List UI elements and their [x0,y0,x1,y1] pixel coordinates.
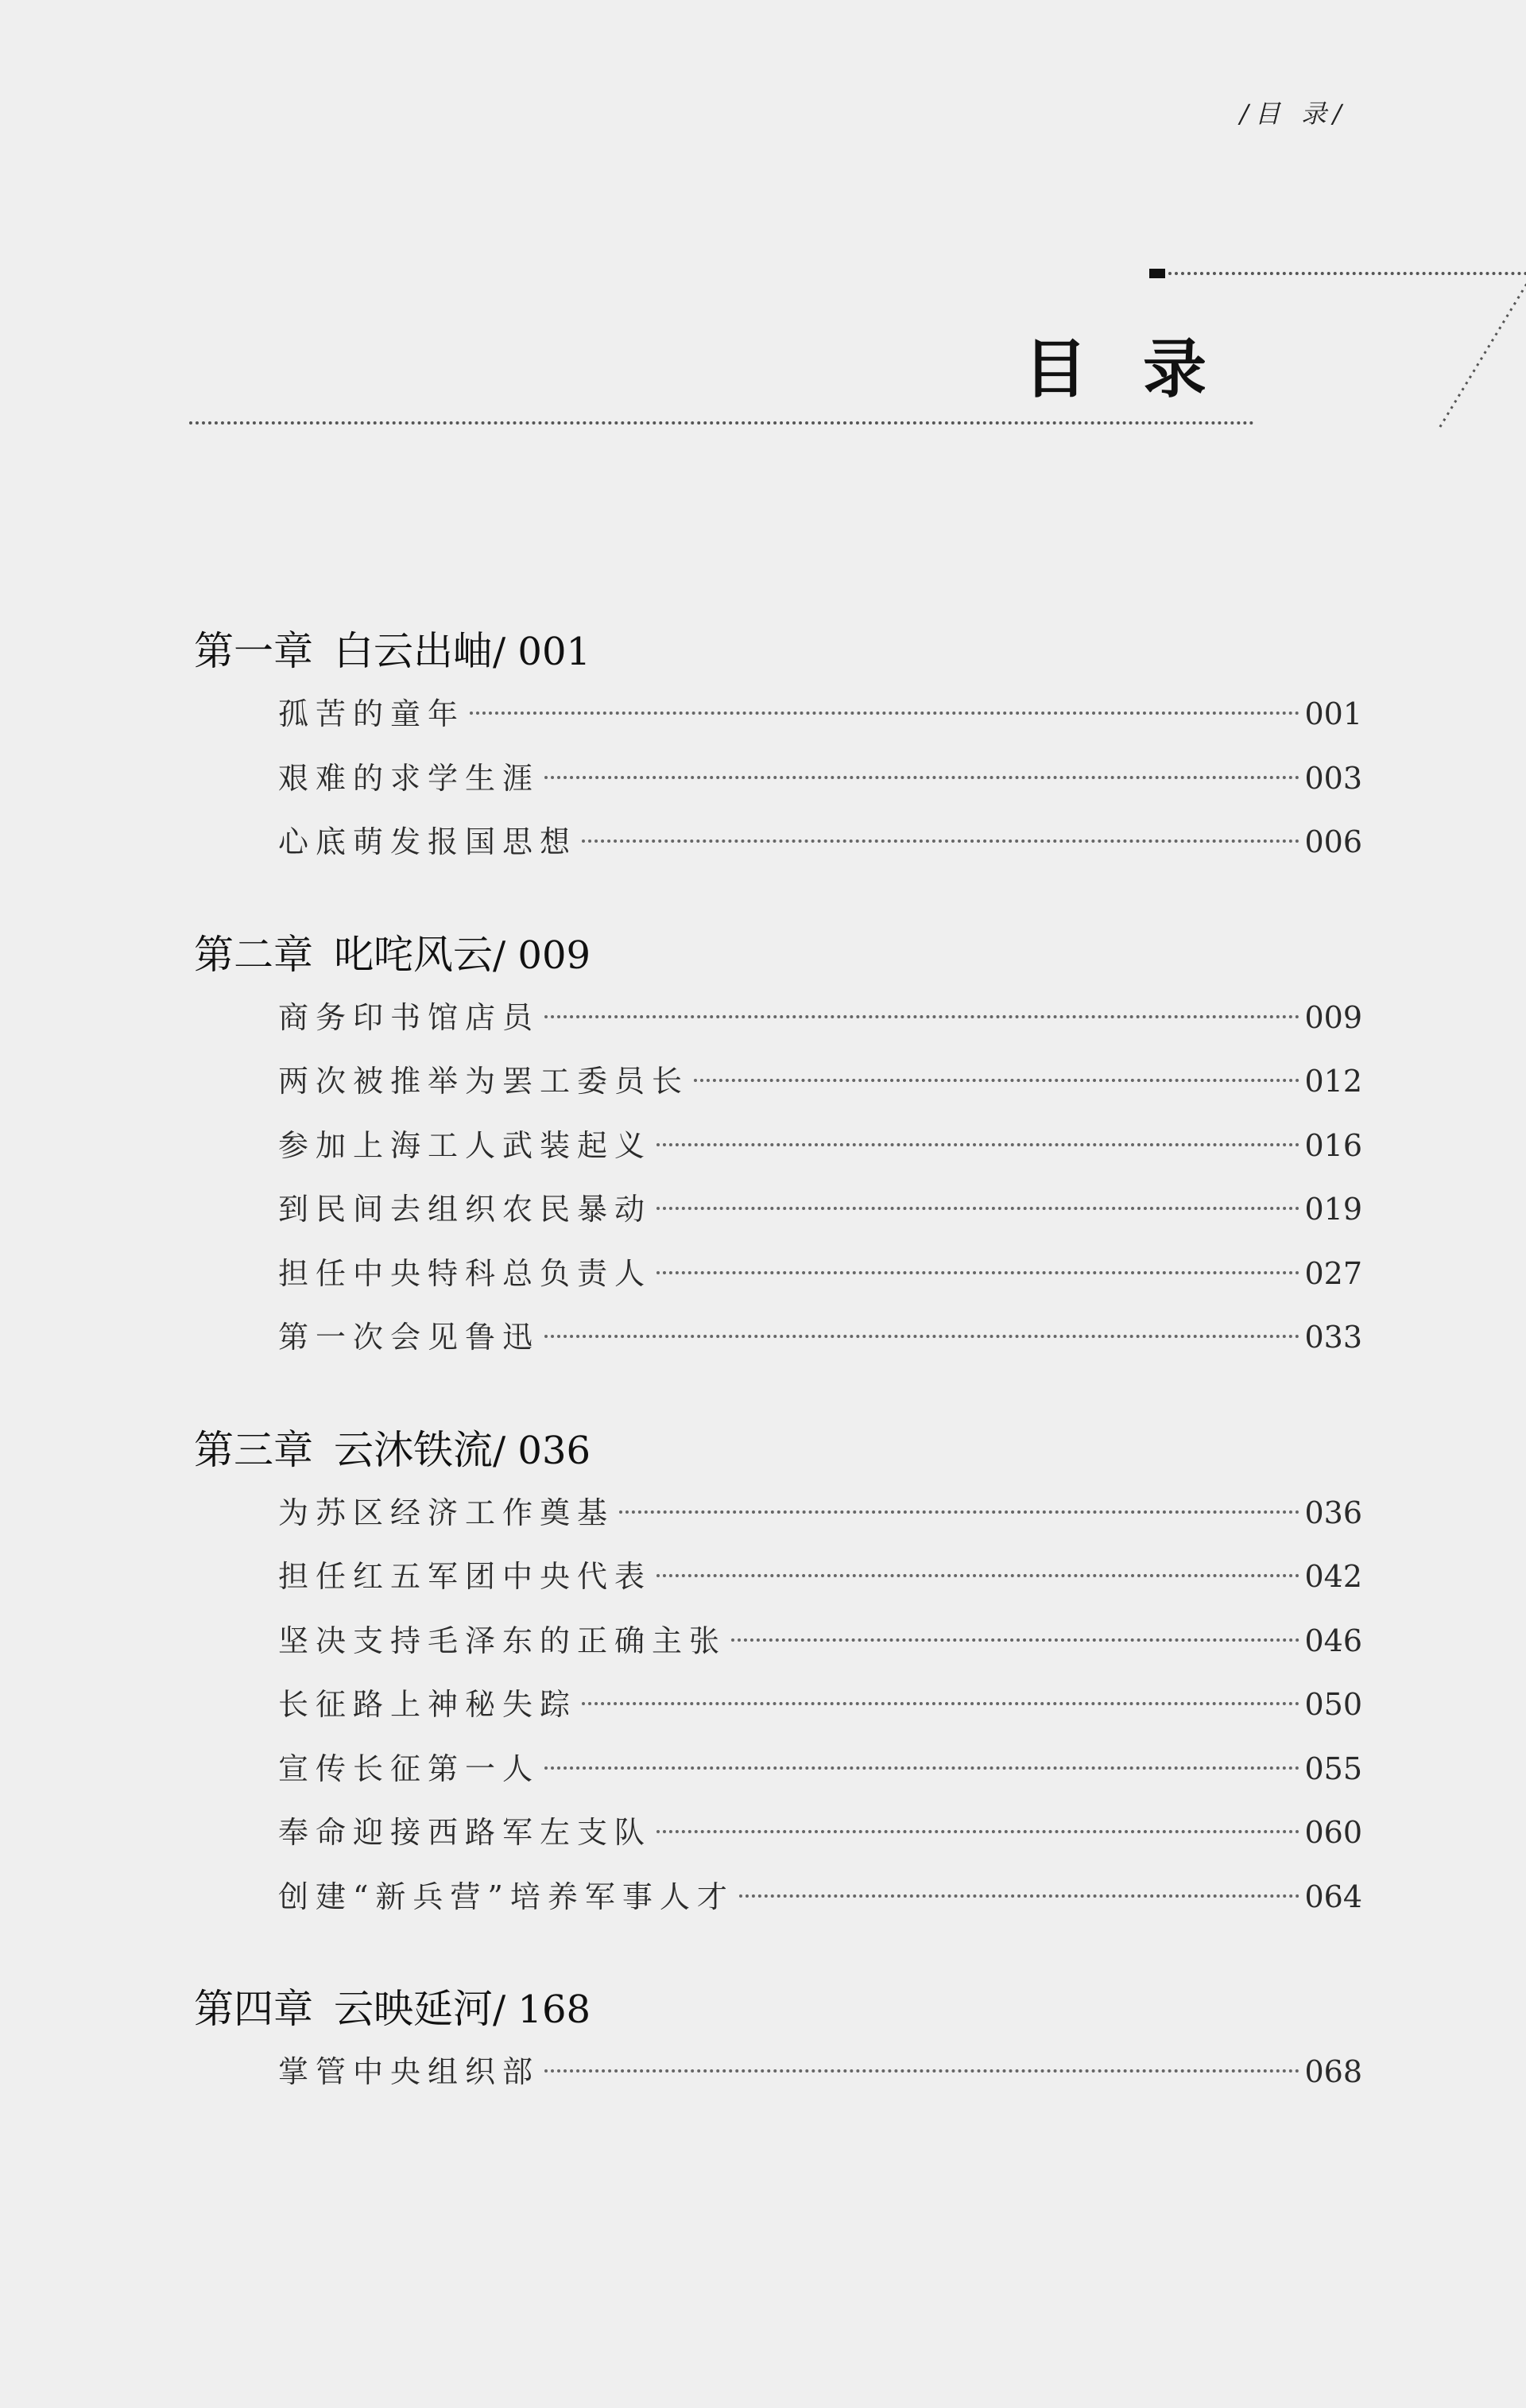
toc-entry[interactable] [278,1737,1362,1801]
running-head: /目 录/ [1240,99,1348,129]
entry-title: 掌管中央组织部 [278,2054,540,2089]
entry-page: 064 [1304,1879,1362,1914]
dot-leader [656,1143,1299,1146]
dot-leader [656,1207,1299,1210]
dot-leader [544,776,1299,779]
toc-entry[interactable] [278,1177,1362,1242]
chapter-heading[interactable] [194,1419,1362,1481]
dot-leader [656,1574,1299,1577]
dot-leader [731,1638,1299,1642]
title-ornament-square [1149,269,1165,278]
dot-leader [544,1015,1299,1018]
chapter-name: 叱咤风云 [334,931,493,978]
entry-page: 033 [1304,1320,1362,1355]
toc-entry[interactable] [278,746,1362,811]
chapter-heading[interactable] [194,620,1362,682]
entry-title: 心底萌发报国思想 [278,824,578,859]
title-dotted-diagonal [1437,272,1526,431]
toc-entry[interactable] [278,810,1362,874]
entry-page: 003 [1304,760,1362,796]
entry-page: 068 [1304,2054,1362,2089]
entry-title: 艰难的求学生涯 [278,760,540,796]
chapter-page: / 168 [493,1987,591,2032]
toc-entry[interactable] [278,1049,1362,1114]
toc-entry[interactable] [278,986,1362,1050]
chapter-page: / 001 [493,630,591,674]
entry-title: 宣传长征第一人 [278,1751,540,1786]
dot-leader [619,1510,1299,1514]
toc-entry[interactable] [278,1801,1362,1865]
dot-leader [544,1766,1299,1770]
dot-leader [470,712,1299,715]
entry-page: 036 [1304,1495,1362,1530]
entry-title: 为苏区经济工作奠基 [278,1495,615,1530]
dot-leader [582,840,1299,843]
chapter-page: / 036 [493,1428,591,1473]
dot-leader [544,2069,1299,2073]
toc-entry[interactable] [278,1305,1362,1370]
entry-title: 商务印书馆店员 [278,999,540,1035]
toc-entry[interactable] [278,1673,1362,1737]
chapter-name: 白云出岫 [334,628,493,674]
chapter-number: 第二章 [194,931,313,978]
chapter-1 [194,620,1362,874]
entry-title: 创建“新兵营”培养军事人才 [278,1879,734,1914]
entry-title: 到民间去组织农民暴动 [278,1192,653,1227]
chapter-number: 第三章 [194,1426,313,1473]
toc-entry[interactable] [278,1609,1362,1673]
toc-entry[interactable] [278,682,1362,746]
table-of-contents [194,620,1362,2154]
chapter-heading[interactable] [194,924,1362,986]
toc-entry[interactable] [278,2040,1362,2104]
entry-title: 长征路上神秘失踪 [278,1687,578,1722]
dot-leader [694,1079,1299,1082]
dot-leader [739,1894,1300,1898]
toc-entry[interactable] [278,1242,1362,1306]
entry-page: 009 [1304,999,1362,1035]
entry-page: 016 [1304,1127,1362,1163]
chapter-2 [194,924,1362,1370]
entry-page: 042 [1304,1559,1362,1594]
entry-page: 001 [1304,696,1362,731]
toc-entry[interactable] [278,1865,1362,1929]
entry-page: 019 [1304,1192,1362,1227]
entry-page: 027 [1304,1255,1362,1291]
entry-page: 046 [1304,1623,1362,1658]
entry-title: 担任中央特科总负责人 [278,1255,653,1291]
entry-title: 两次被推举为罢工委员长 [278,1064,690,1099]
entry-title: 坚决支持毛泽东的正确主张 [278,1623,727,1658]
title-block [189,262,1358,437]
entry-page: 006 [1304,824,1362,859]
entry-title: 奉命迎接西路军左支队 [278,1815,653,1850]
chapter-number: 第四章 [194,1986,313,2032]
dot-leader [656,1830,1299,1833]
entry-title: 参加上海工人武装起义 [278,1127,653,1163]
title-dotted-rule-bottom [189,421,1254,425]
chapter-4 [194,1978,1362,2104]
dot-leader [544,1335,1299,1338]
dot-leader [582,1702,1299,1705]
dot-leader [656,1271,1299,1274]
entry-page: 055 [1304,1751,1362,1786]
entry-page: 012 [1304,1064,1362,1099]
page-title: 目录 [1024,332,1262,406]
chapter-name: 云沐铁流 [334,1426,493,1473]
chapter-number: 第一章 [194,628,313,674]
entry-title: 担任红五军团中央代表 [278,1559,653,1594]
chapter-page: / 009 [493,933,591,978]
entry-title: 孤苦的童年 [278,696,466,731]
entry-page: 060 [1304,1815,1362,1850]
entry-page: 050 [1304,1687,1362,1722]
toc-entry[interactable] [278,1114,1362,1178]
toc-entry[interactable] [278,1545,1362,1609]
chapter-3 [194,1419,1362,1929]
chapter-name: 云映延河 [334,1986,493,2032]
entry-title: 第一次会见鲁迅 [278,1320,540,1355]
toc-entry[interactable] [278,1481,1362,1545]
chapter-heading[interactable] [194,1978,1362,2040]
